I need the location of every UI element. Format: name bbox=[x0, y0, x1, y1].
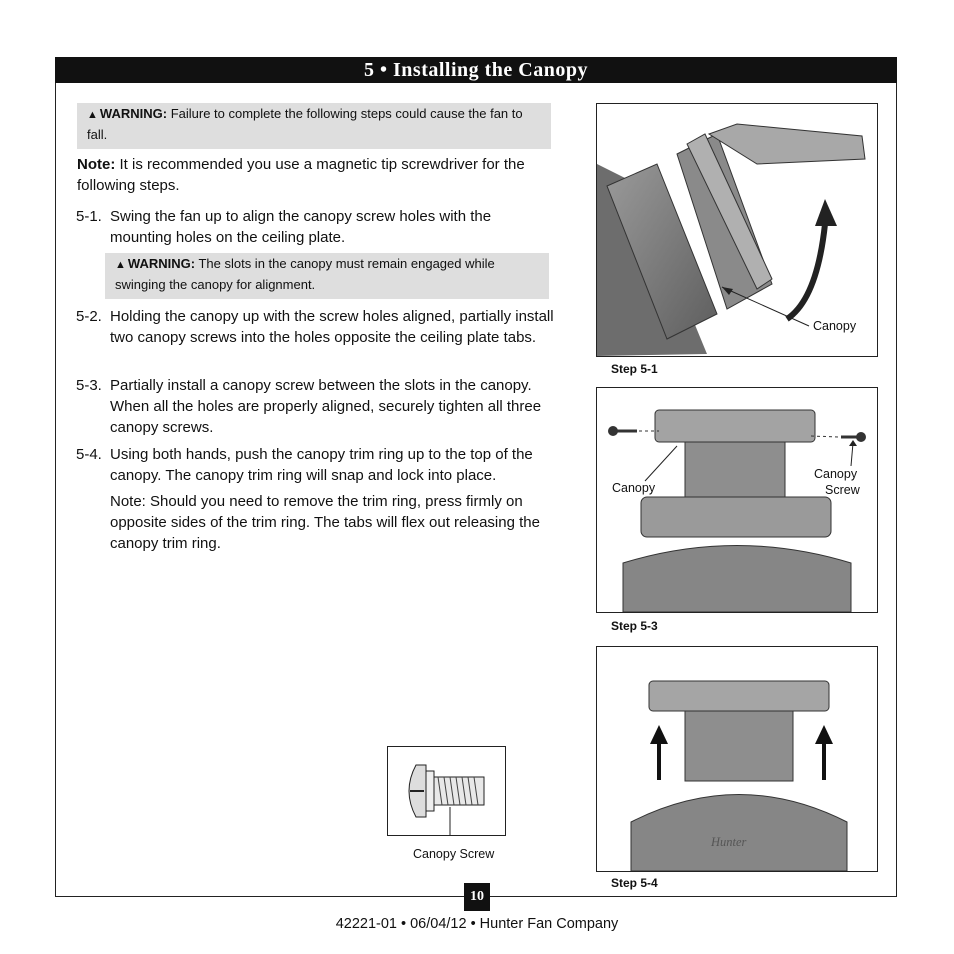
note-text: It is recommended you use a magnetic tip screwdriver for the following steps. bbox=[77, 156, 525, 194]
canopy-label: Canopy bbox=[612, 481, 656, 495]
step-5-3 bbox=[76, 375, 556, 439]
figure-step-5-3 bbox=[596, 387, 878, 613]
warning-box-2 bbox=[105, 253, 549, 299]
canopy-screw-label-line2: Screw bbox=[825, 483, 860, 497]
warning-triangle-icon: ▲ bbox=[87, 109, 98, 121]
warning-label: WARNING: bbox=[127, 256, 196, 271]
figure-step-5-1 bbox=[596, 103, 878, 357]
note-label: Note: bbox=[77, 156, 116, 173]
canopy-screw-label: Canopy Screw bbox=[413, 847, 495, 861]
canopy-label: Canopy bbox=[813, 319, 857, 333]
note-paragraph bbox=[77, 154, 552, 196]
step-text: Swing the fan up to align the canopy screw holes with the mounting holes on the ceiling plate. bbox=[110, 208, 492, 246]
warning-text: Failure to complete the following steps could cause the fan to fall. bbox=[87, 106, 523, 142]
figure-caption: Step 5-1 bbox=[611, 362, 658, 376]
step-number: 5-2. bbox=[76, 308, 102, 325]
figure-step-5-4 bbox=[596, 646, 878, 872]
warning-box-1 bbox=[77, 103, 551, 149]
hunter-logo: Hunter bbox=[711, 835, 747, 849]
step-5-4-note: Note: Should you need to remove the trim ring, press firmly on opposite sides of the trim ring. The tabs will flex out releasing the canopy trim ring. bbox=[110, 493, 540, 552]
canopy-screw-label-line1: Canopy bbox=[814, 467, 858, 481]
step-5-4 bbox=[76, 444, 556, 488]
section-title: 5 • Installing the Canopy bbox=[55, 57, 897, 83]
step-text: Using both hands, push the canopy trim ring up to the top of the canopy. The canopy trim ring will snap and lock into place. bbox=[110, 446, 533, 484]
figure-caption: Step 5-3 bbox=[611, 619, 658, 633]
step-5-1 bbox=[76, 206, 556, 250]
step-number: 5-3. bbox=[76, 377, 102, 394]
footer: 42221-01 • 06/04/12 • Hunter Fan Company bbox=[335, 916, 619, 932]
warning-text: The slots in the canopy must remain engaged while swinging the canopy for alignment. bbox=[115, 256, 495, 292]
step-number: 5-1. bbox=[76, 208, 102, 225]
step-number: 5-4. bbox=[76, 446, 102, 463]
warning-label: WARNING: bbox=[99, 106, 168, 121]
figure-canopy-screw bbox=[387, 746, 506, 836]
warning-triangle-icon: ▲ bbox=[115, 259, 126, 271]
figure-caption: Step 5-4 bbox=[611, 876, 658, 890]
step-text: Partially install a canopy screw between the slots in the canopy. When all the holes are properly aligned, securely tighten all three canopy screws. bbox=[110, 377, 542, 436]
step-text: Holding the canopy up with the screw holes aligned, partially install two canopy screws into the holes opposite the ceiling plate tabs. bbox=[110, 308, 554, 346]
page-number: 10 bbox=[464, 883, 490, 911]
step-5-2 bbox=[76, 306, 556, 370]
